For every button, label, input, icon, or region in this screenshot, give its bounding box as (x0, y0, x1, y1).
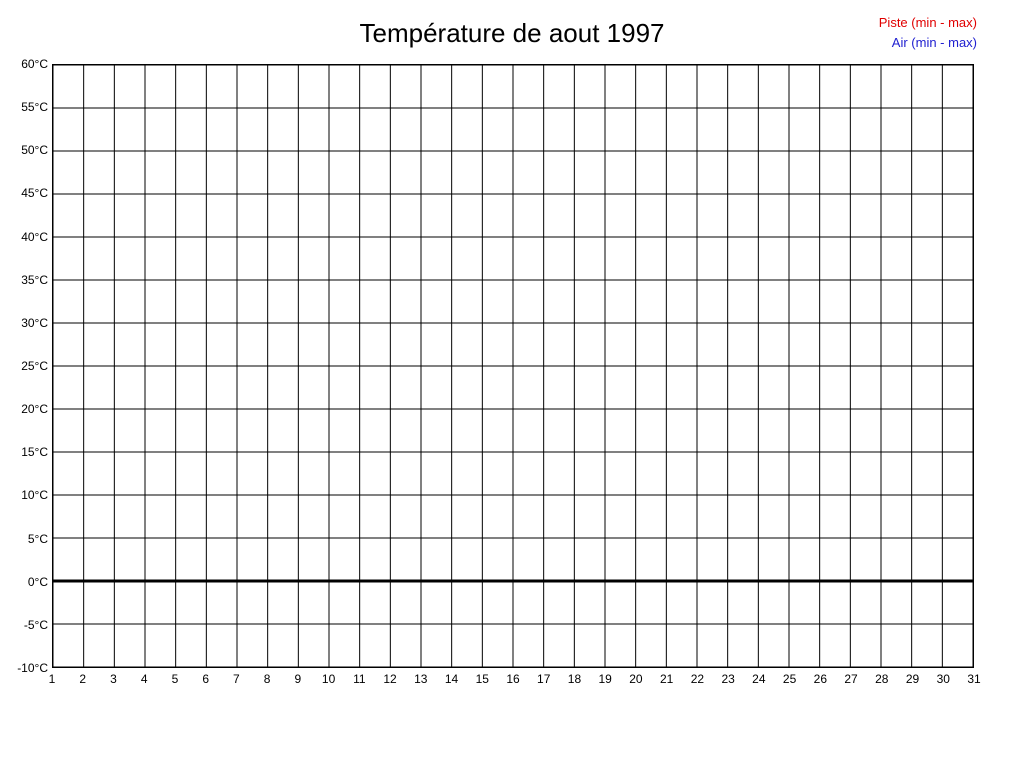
x-tick-label: 3 (110, 672, 117, 686)
y-tick-label: 25°C (21, 359, 48, 373)
x-tick-label: 31 (967, 672, 981, 686)
y-tick-label: 35°C (21, 272, 48, 287)
x-axis (48, 672, 981, 692)
x-tick-label: 13 (414, 672, 428, 686)
x-tick-label: 22 (690, 672, 705, 686)
x-tick-label: 12 (383, 672, 397, 686)
plot-area (52, 64, 974, 668)
y-axis (0, 57, 48, 675)
y-tick-label: 45°C (21, 186, 48, 201)
x-tick-label: 8 (263, 672, 271, 686)
x-tick-label: 6 (202, 672, 209, 686)
x-tick-label: 24 (752, 672, 766, 686)
x-tick-label: 23 (721, 672, 735, 686)
x-tick-label: 4 (140, 672, 148, 686)
y-tick-label: -5°C (23, 617, 48, 632)
legend-entry-piste: Piste (min - max) (878, 15, 977, 30)
legend-entry-air: Air (min - max) (891, 35, 977, 50)
y-tick-label: 0°C (27, 574, 48, 589)
y-tick-label: 55°C (21, 100, 48, 115)
x-tick-label: 29 (905, 672, 920, 686)
x-tick-label: 11 (353, 672, 366, 686)
x-tick-label: 25 (782, 672, 797, 686)
x-tick-label: 5 (171, 672, 179, 686)
x-tick-label: 10 (321, 672, 336, 686)
x-tick-label: 16 (506, 672, 520, 686)
x-tick-label: 2 (79, 672, 87, 686)
x-tick-label: 9 (294, 672, 302, 686)
x-tick-label: 1 (48, 672, 56, 686)
chart-title: Température de aout 1997 (359, 18, 665, 48)
x-tick-label: 27 (844, 672, 858, 686)
y-tick-label: 60°C (21, 57, 48, 71)
y-tick-label: -10°C (17, 661, 48, 675)
x-tick-label: 18 (567, 672, 582, 686)
y-tick-label: 20°C (21, 402, 48, 417)
x-tick-label: 15 (475, 672, 489, 686)
x-tick-label: 14 (444, 672, 459, 686)
x-tick-label: 30 (936, 672, 950, 686)
y-tick-label: 40°C (21, 229, 48, 244)
chart-legend (879, 13, 977, 53)
grid-lines (53, 65, 973, 667)
y-tick-label: 30°C (21, 315, 48, 330)
y-tick-label: 15°C (21, 445, 48, 460)
x-tick-label: 26 (813, 672, 828, 686)
x-tick-label: 19 (598, 672, 612, 686)
x-tick-label: 17 (537, 672, 551, 686)
x-tick-label: 21 (659, 672, 674, 686)
y-tick-label: 5°C (27, 531, 48, 546)
x-tick-label: 28 (875, 672, 889, 686)
y-tick-label: 50°C (21, 143, 48, 158)
x-tick-label: 20 (629, 672, 643, 686)
x-tick-label: 7 (233, 672, 240, 686)
y-tick-label: 10°C (21, 488, 48, 503)
